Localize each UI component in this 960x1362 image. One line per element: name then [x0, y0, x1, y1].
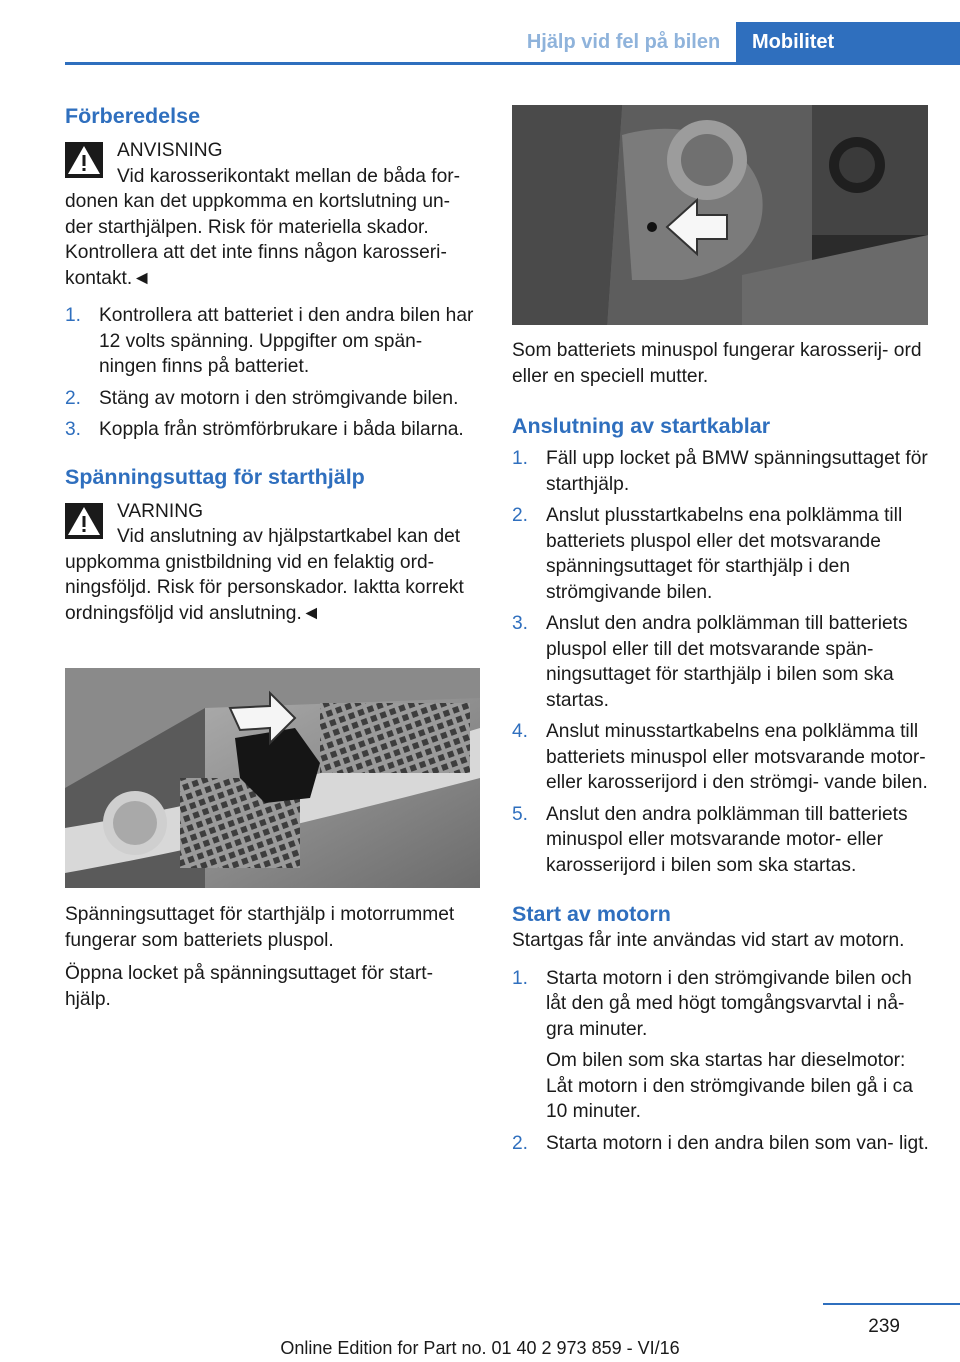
notice-label: ANVISNING — [117, 140, 223, 161]
step-text: Starta motorn i den andra bilen som van‐ ligt. — [546, 1132, 929, 1154]
warning-line1: Vid anslutning av hjälpstartkabel kan det — [117, 526, 461, 547]
step-number: 3. — [65, 419, 82, 440]
list-item — [512, 503, 932, 605]
list-item — [512, 719, 932, 796]
caption-open-cover: Öppna locket på spänningsuttaget för start‐ hjälp. — [65, 963, 433, 1010]
step-text: Kontrollera att batteriet i den andra bilen har 12 volts spänning. Uppgifter om spän‐ ningen finns på batteriet. — [99, 305, 474, 377]
warning-box — [65, 499, 483, 627]
left-column — [65, 102, 483, 626]
step-text: Anslut den andra polklämman till batteriets pluspol eller till det motsvarande spän‐ ningsuttaget för starthjälp i bilen som ska startas. — [546, 613, 908, 711]
warning-text — [65, 524, 483, 626]
step-text: Fäll upp locket på BMW spänningsuttaget för starthjälp. — [546, 448, 928, 495]
start-steps — [512, 966, 932, 1157]
notice-box — [65, 138, 483, 291]
list-item — [512, 611, 932, 713]
notice-line1: Vid karosserikontakt mellan de båda for‐ — [117, 165, 461, 187]
warning-rest: uppkomma gnistbildning vid en felaktig ord‐ ningsföljd. Risk för personskador. Iaktta korrekt ordningsföljd vid anslutning.◄ — [65, 551, 464, 624]
list-item — [512, 966, 932, 1125]
heading-spanningsuttag: Spänningsuttag för starthjälp — [65, 464, 365, 489]
step-number: 1. — [65, 305, 82, 326]
step-number: 4. — [512, 721, 529, 742]
step-number: 2. — [65, 387, 82, 409]
heading-forberedelse: Förberedelse — [65, 104, 201, 128]
list-item — [65, 417, 483, 443]
start-intro: Startgas får inte användas vid start av motorn. — [512, 930, 905, 951]
connection-steps — [512, 446, 932, 878]
list-item — [512, 1131, 932, 1157]
photo-ground-point — [512, 105, 928, 325]
heading-anslutning: Anslutning av startkablar — [512, 414, 771, 438]
footer-rule — [823, 1303, 960, 1305]
step-text: Anslut plusstartkabelns ena polklämma till batteriets pluspol eller det motsvarande spänningsuttaget för starthjälp i den strömgivande bilen. — [546, 505, 903, 603]
edition-note: Online Edition for Part no. 01 40 2 973 859 - VI/16 — [280, 1338, 680, 1358]
left-captions — [65, 902, 483, 1012]
header-section-tab: Hjälp vid fel på bilen — [526, 31, 721, 53]
notice-text — [65, 164, 483, 292]
engine-bay-illustration — [65, 668, 480, 888]
right-column — [512, 338, 932, 1156]
step-text: Stäng av motorn i den strömgivande bilen. — [99, 387, 459, 409]
step-number: 1. — [512, 967, 529, 989]
warning-label: VARNING — [117, 500, 203, 522]
step-text: Anslut den andra polklämman till batteriets minuspol eller motsvarande motor- eller karosserijord i bilen som ska startas. — [546, 803, 908, 876]
step-text: Starta motorn i den strömgivande bilen och låt den gå med högt tomgångsvarvtal i nå‐ gra minuter. — [546, 967, 912, 1040]
list-item — [512, 446, 932, 497]
page-number: 239 — [868, 1316, 900, 1337]
header-rule — [65, 62, 960, 65]
photo-jumpstart-terminal — [65, 668, 480, 888]
caption-terminal: Spänningsuttaget för starthjälp i motorrummet fungerar som batteriets pluspol. — [65, 904, 455, 951]
list-item — [65, 303, 483, 380]
header-chapter-tab: Mobilitet — [736, 22, 960, 62]
heading-start-av-motorn: Start av motorn — [512, 902, 671, 926]
ground-point-illustration — [512, 105, 928, 325]
step-number: 5. — [512, 803, 529, 825]
step-number: 2. — [512, 505, 529, 526]
list-item — [65, 386, 483, 412]
step-text: Anslut minusstartkabelns ena polklämma till batteriets minuspol eller motsvarande motor- eller karosserijord i den strömgi‐ vande bilen. — [546, 721, 928, 793]
step-number: 3. — [512, 613, 529, 634]
notice-rest: donen kan det uppkomma en kortslutning un‐ der starthjälpen. Risk för materiella skador. Kontrollera att det inte finns någon karosseri‐ kontakt.◄ — [65, 191, 451, 289]
warning-triangle-icon — [65, 503, 103, 539]
prep-steps — [65, 303, 483, 443]
step-number: 1. — [512, 448, 529, 469]
list-item — [512, 802, 932, 879]
warning-triangle-icon — [65, 142, 103, 178]
caption-ground: Som batteriets minuspol fungerar karosserij‐ ord eller en speciell mutter. — [512, 340, 922, 387]
step-text: Koppla från strömförbrukare i båda bilarna. — [99, 419, 464, 440]
step-extra-text: Om bilen som ska startas har dieselmotor: Låt motorn i den strömgivande bilen gå i ca 10 minuter. — [546, 1050, 913, 1122]
step-number: 2. — [512, 1132, 529, 1154]
